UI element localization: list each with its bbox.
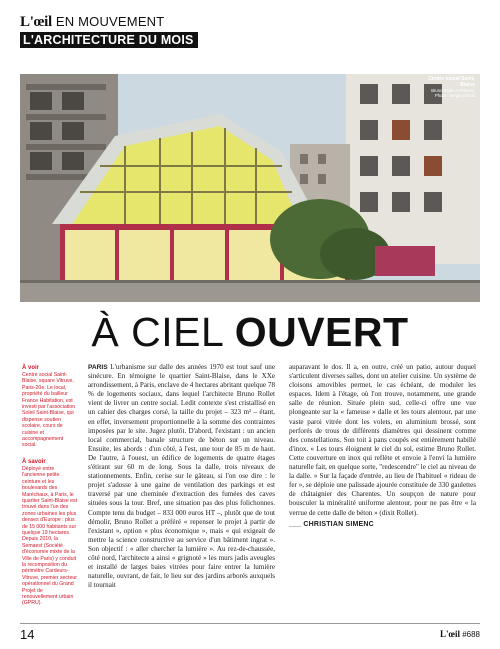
body-column-1	[88, 363, 275, 590]
title-light: À CIEL	[91, 309, 223, 355]
page-number: 14	[20, 627, 35, 642]
see-text: Centre social Saint-Blaise, square Vitruve, Paris-20e. Le local, propriété du bailleur France Habitation, est investi par l'association Soleil Saint-Blaise, qui dispense soutien scolaire, cours de cuisine et accompagnement social.	[22, 372, 76, 449]
page-footer	[20, 623, 480, 640]
column-2-text: auparavant le dos. Il a, en outre, créé un patio, autour duquel s'articulent diverses salles, dont un atelier cuisine. Un système de cloisons amovibles permet, le cas échéant, de moduler les espaces. Idem à l'étage, où l'on trouve, notamment, une grande salle de réunion. Située plein sud, celle-ci offre une vue plongeante sur la « fameuse » dalle et les tours alentour, par une vaste paroi vitrée dont les volets, en aluminium brossé, sont perforés de trous de différents diamètres qui dessinent comme des constellations. Son toit à pans coupés est entièrement habillé d'inox. « Les tours éloignent le ciel du sol, estime Bruno Rollet. Cette couverture en inox qui reflète et envoie à l'envi la lumière naturelle fait, en quelque sorte, "redescendre" le ciel au niveau de la dalle. » Sur la façade d'entrée, au lieu de l'habituel « rideau de fer », se déploie une palissade ajourée constituée de 330 gaulettes de châtaignier des Charentes. Un soupçon de nature pour bousculer la minéralité uniforme alentour, pour ne pas être « la verrue de cette dalle de béton » (dixit Rollet).	[289, 363, 476, 517]
column-1-paragraph	[88, 363, 275, 590]
caption-credits: Bruno Rollet Architecte. Photo : Sergio Grazia	[431, 88, 475, 99]
author-signature: ___ CHRISTIAN SIMENC	[289, 520, 374, 528]
see-label: À voir	[22, 365, 40, 371]
article-photo	[20, 74, 480, 302]
lead-city: PARIS	[88, 364, 108, 371]
title-bold: OUVERT	[234, 309, 409, 355]
caption-title: Centre social Saint-Blaise	[428, 76, 475, 88]
know-text: Déployé entre l'ancienne petite ceinture et les boulevards des Maréchaux, à Paris, le quartier Saint-Blaise est trouvé dans l'un des zones urbaines les plus denses d'Europe : plus de 15 000 habitants sur quelque 19 hectares. Depuis 2010, la Semaest (Société d'économie mixte de la Ville de Paris) y conduit la recomposition du périmètre Cardeurs-Vitruve, premier secteur opérationnel du Grand Projet de renouvellement urbain (GPRU).	[22, 465, 78, 607]
article-title	[0, 310, 500, 354]
issue-number: #688	[462, 630, 480, 639]
brand-row	[20, 14, 480, 30]
section-label: EN MOUVEMENT	[55, 14, 165, 29]
article-body	[88, 363, 476, 590]
magazine-logo: L'œil	[20, 14, 52, 30]
photo-caption	[421, 76, 475, 98]
sidebar-aside	[22, 365, 78, 617]
building-illustration	[20, 74, 480, 302]
rubric-label: L'ARCHITECTURE DU MOIS	[20, 32, 198, 48]
column-1-text: L'urbanisme sur dalle des années 1970 est tout sauf une sinécure. En témoigne le quartier Saint-Blaise, dans le XXe arrondissement, à Paris, enclave de 4 hectares abritant quelque 78 % de logements sociaux, dans lequel l'architecte Bruno Rollet vient de livrer un centre social. Ledit contexte s'est cristallisé en un cahier des charges corsé, la taille du projet – 323 m² – étant, en effet, inversement proportionnelle à la somme des contraintes imposées par le site. Jugez plutôt. D'abord, l'existant : un ancien local commercial, banale structure de béton sur un niveau. Ensuite, les abords : d'un côté, à l'est, une tour de 85 m de haut. De l'autre, à l'ouest, un édifice de logements de quatre étages s'étirant sur 60 m de long. Sous la dalle, trois niveaux de stationnements. Enfin, cerise sur le gâteau, si l'on ose dire : le projet s'adosse à une gaine de ventilation des parkings et est traversé par une cheminée d'extraction des fumées des caves situées sous la tour. Bref, une situation pas des plus folichonnes. Compte tenu du budget – 833 000 euros HT –, plutôt que de tout démolir, Bruno Rollet a préféré « repenser le projet à partir de l'existant », option « plus économique », mais « qui exigeait de mettre la science constructive au service d'un bâtiment ingrat ». Son objectif : « aller chercher la lumière ». Au rez-de-chaussée, côté nord, l'architecte a ainsi « grignoté » les murs jadis aveugles et installé de larges baies vitrées pour faire entrer la lumière naturelle, ouvrant, de fait, le lieu sur des jardins arborés auxquels il tournait	[88, 363, 275, 590]
body-column-2	[289, 363, 476, 590]
issue-info	[440, 629, 480, 639]
know-label: À savoir	[22, 458, 46, 465]
page-header	[20, 14, 480, 49]
footer-logo: L'œil	[439, 629, 460, 639]
